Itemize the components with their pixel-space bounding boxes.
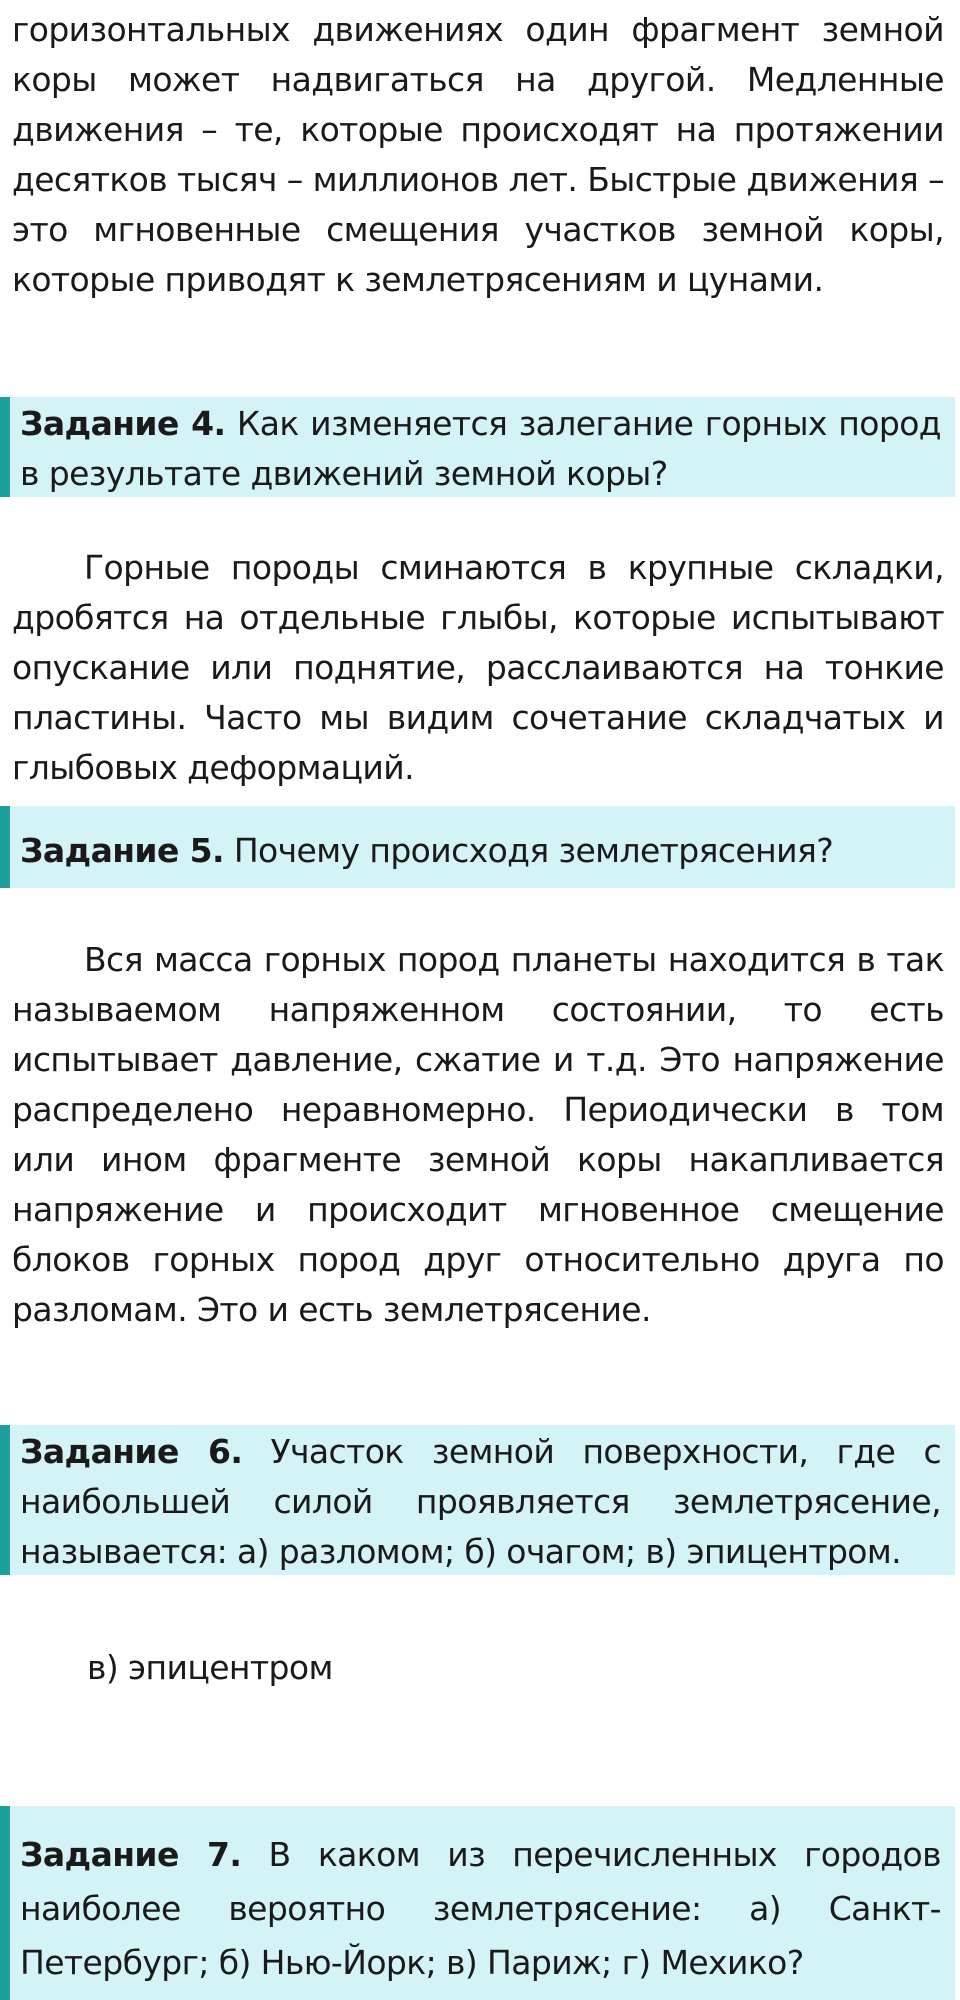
task-6-question: Участок земной поверхности, где с наибольшей силой проявляется землетрясение, называется: а) разломом; б) очагом; в) эпицентром. <box>20 1432 941 1571</box>
task-7-label: Задание 7. <box>20 1835 242 1874</box>
task-4-question: Как изменяется залегание горных пород в результате движений земной коры? <box>20 404 941 493</box>
task-4-label: Задание 4. <box>20 404 226 443</box>
task-5-question: Почему происходя землетрясения? <box>233 831 834 870</box>
task-7-box <box>0 1806 955 2000</box>
task-4-answer: Горные породы сминаются в крупные складки, дробятся на отдельные глыбы, которые испытывают опускание или поднятие, расслаиваются на тонкие пластины. Часто мы видим сочетание складчатых и глыбовых деформаций. <box>12 548 944 787</box>
task-4-box <box>0 397 955 497</box>
task-6-box <box>0 1425 955 1575</box>
task-6-label: Задание 6. <box>20 1432 243 1471</box>
task-5-box <box>0 806 955 888</box>
task-5-label: Задание 5. <box>20 831 224 870</box>
task-6-answer: в) эпицентром <box>87 1648 333 1687</box>
task-5-answer: Вся масса горных пород планеты находится в так называемом напряженном состоянии, то есть испытывает давление, сжатие и т.д. Это напряжение распределено неравномерно. Периодически в том или ином фрагменте земной коры накапливается напряжение и происходит мгновенное смещение блоков горных пород друг относительно друга по разломам. Это и есть землетрясение. <box>12 940 944 1329</box>
task-7-question: В каком из перечисленных городов наиболее вероятно землетрясение: а) Санкт-Петербург; б) Нью-Йорк; в) Париж; г) Мехико? <box>20 1835 941 1982</box>
intro-paragraph: горизонтальных движениях один фрагмент земной коры может надвигаться на другой. Медленные движения – те, которые происходят на протяжении десятков тысяч – миллионов лет. Быстрые движения – это мгновенные смещения участков земной коры, которые приводят к землетрясениям и цунами. <box>12 10 944 299</box>
